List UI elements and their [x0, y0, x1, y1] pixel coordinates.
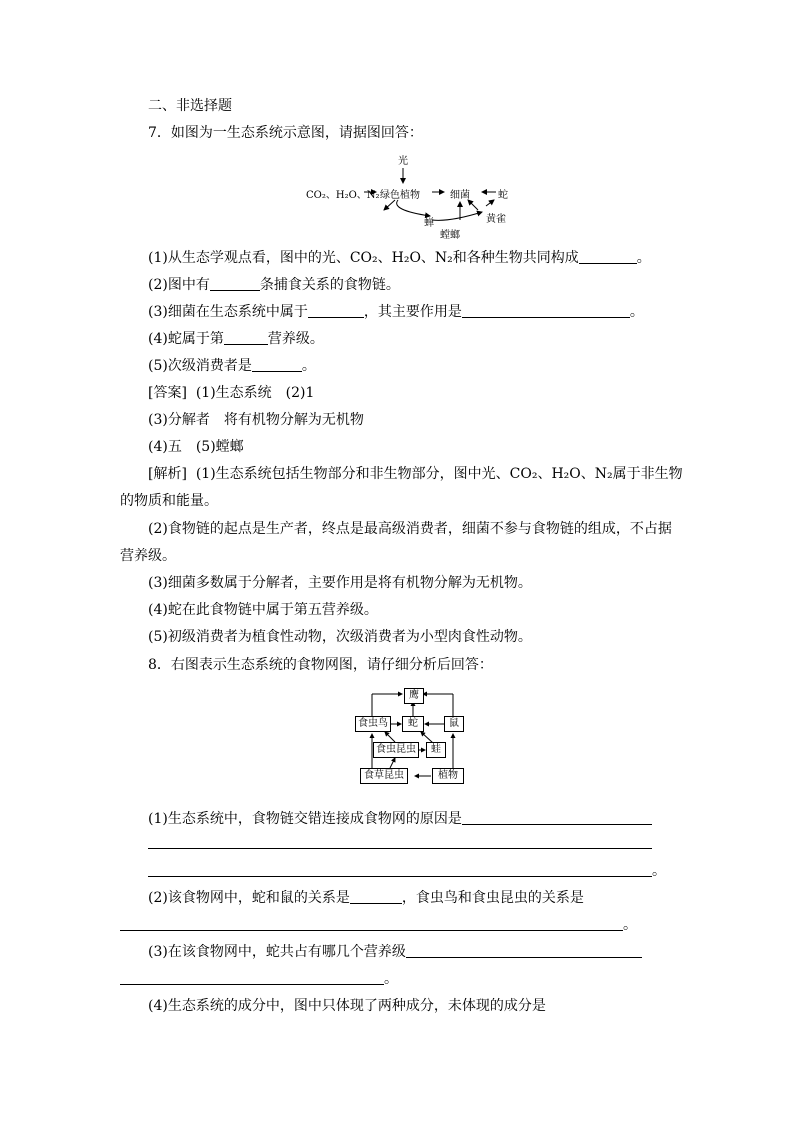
q8-blank-1b[interactable]: [148, 848, 652, 849]
q8-sub2a-text: (2)该食物网中，蛇和鼠的关系是: [148, 890, 350, 906]
section-title: 二、非选择题: [148, 98, 232, 114]
answer-line1-text: (1)生态系统 (2)1: [195, 385, 315, 401]
q7-snake-label: 蛇: [498, 190, 508, 201]
q7-answer-line1: [148, 384, 314, 402]
q7-stem: 7．如图为一生态系统示意图，请据图回答：: [148, 125, 423, 141]
answer-tag: [答案]: [148, 385, 187, 401]
q7-sub4a-text: (4)蛇属于第: [148, 331, 224, 347]
q7-sub5: [148, 357, 316, 375]
q7-ecosystem-diagram: [300, 150, 520, 240]
node-herbivorous-insect: 食草昆虫: [360, 768, 408, 784]
q7-analysis-4: (4)蛇在此食物链中属于第五营养级。: [148, 602, 378, 618]
q8-sub2b-text: ，食虫鸟和食虫昆虫的关系是: [401, 890, 584, 906]
q7-mantis-label: 螳螂: [440, 230, 460, 241]
q7-sub1-text: (1)从生态学观点看，图中的光、CO₂、H₂O、N₂和各种生物共同构成: [148, 250, 579, 266]
q8-blank-3b[interactable]: [120, 984, 384, 985]
q8-sub3: [148, 943, 642, 961]
q7-sub3-end: 。: [629, 304, 644, 320]
q7-light-label: 光: [398, 156, 408, 167]
node-snake: 蛇: [402, 716, 424, 732]
q7-sub3b-text: ，其主要作用是: [363, 304, 462, 320]
q7-blank-5[interactable]: [252, 357, 302, 372]
q7-blank-4[interactable]: [224, 330, 268, 345]
node-insect-eating-insect: 食虫昆虫: [373, 742, 419, 758]
q8-blank-2b[interactable]: [120, 930, 623, 931]
q8-food-web-diagram: [355, 688, 467, 788]
q8-sub1-end: 。: [652, 863, 666, 879]
q7-sub3a-text: (3)细菌在生态系统中属于: [148, 304, 308, 320]
q7-analysis-2b: 营养级。: [120, 548, 176, 564]
node-eagle: 鹰: [404, 688, 424, 704]
q7-sub4: [148, 330, 324, 348]
q7-sub1: [148, 249, 651, 267]
q7-sub5-text: (5)次级消费者是: [148, 358, 252, 374]
q7-sub3: [148, 303, 644, 321]
q7-analysis-5: (5)初级消费者为植食性动物，次级消费者为小型肉食性动物。: [148, 629, 532, 645]
q7-analysis-1a: [148, 465, 683, 483]
q7-sub5-end: 。: [301, 358, 316, 374]
q8-blank-2a[interactable]: [350, 889, 402, 904]
q7-sub2a-text: (2)图中有: [148, 277, 210, 293]
q7-bacteria-label: 细菌: [450, 190, 470, 201]
q7-sub4b-text: 营养级。: [267, 331, 324, 347]
q8-sub3-text: (3)在该食物网中，蛇共占有哪几个营养级: [148, 944, 406, 960]
q7-sub2: [148, 276, 400, 294]
q7-analysis-3: (3)细菌多数属于分解者，主要作用是将有机物分解为无机物。: [148, 575, 532, 591]
q7-answer-line2: (3)分解者 将有机物分解为无机物: [148, 412, 364, 428]
node-plant: 植物: [432, 768, 464, 784]
q8-blank-1a[interactable]: [462, 810, 652, 825]
q7-oriole-label: 黄雀: [486, 214, 506, 225]
q7-blank-1[interactable]: [579, 249, 637, 264]
q7-plant-label: 绿色植物: [380, 190, 420, 201]
node-mouse: 鼠: [444, 716, 464, 732]
q7-analysis-2a: (2)食物链的起点是生产者，终点是最高级消费者，细菌不参与食物链的组成，不占据: [148, 521, 672, 537]
q7-analysis-1b: 的物质和能量。: [120, 493, 218, 509]
q8-sub1-text: (1)生态系统中，食物链交错连接成食物网的原因是: [148, 811, 462, 827]
q8-blank-3a[interactable]: [406, 943, 642, 958]
q7-blank-3b[interactable]: [462, 303, 630, 318]
analysis-tag: [解析]: [148, 466, 187, 482]
q8-sub3-end: 。: [384, 971, 398, 987]
q7-blank-3a[interactable]: [308, 303, 364, 318]
q8-sub2-end: 。: [623, 917, 637, 933]
node-frog: 蛙: [426, 742, 446, 758]
q7-inputs-label: CO₂、H₂O、N₂: [306, 190, 380, 201]
q7-answer-line3: (4)五 (5)螳螂: [148, 439, 244, 455]
q8-sub1: [148, 810, 652, 828]
q7-sub1-end: 。: [636, 250, 651, 266]
q8-sub4: (4)生态系统的成分中，图中只体现了两种成分，未体现的成分是: [148, 998, 546, 1014]
q8-sub2: [148, 889, 584, 907]
q8-stem: 8．右图表示生态系统的食物网图，请仔细分析后回答：: [148, 657, 493, 673]
q7-sub2b-text: 条捕食关系的食物链。: [259, 277, 400, 293]
q8-blank-1c[interactable]: [148, 876, 652, 877]
node-insect-bird: 食虫鸟: [355, 716, 391, 732]
q7-blank-2[interactable]: [210, 276, 260, 291]
q7-cicada-label: 蝉: [424, 218, 434, 229]
analysis-1a-text: (1)生态系统包括生物部分和非生物部分，图中光、CO₂、H₂O、N₂属于非生物: [195, 466, 683, 482]
